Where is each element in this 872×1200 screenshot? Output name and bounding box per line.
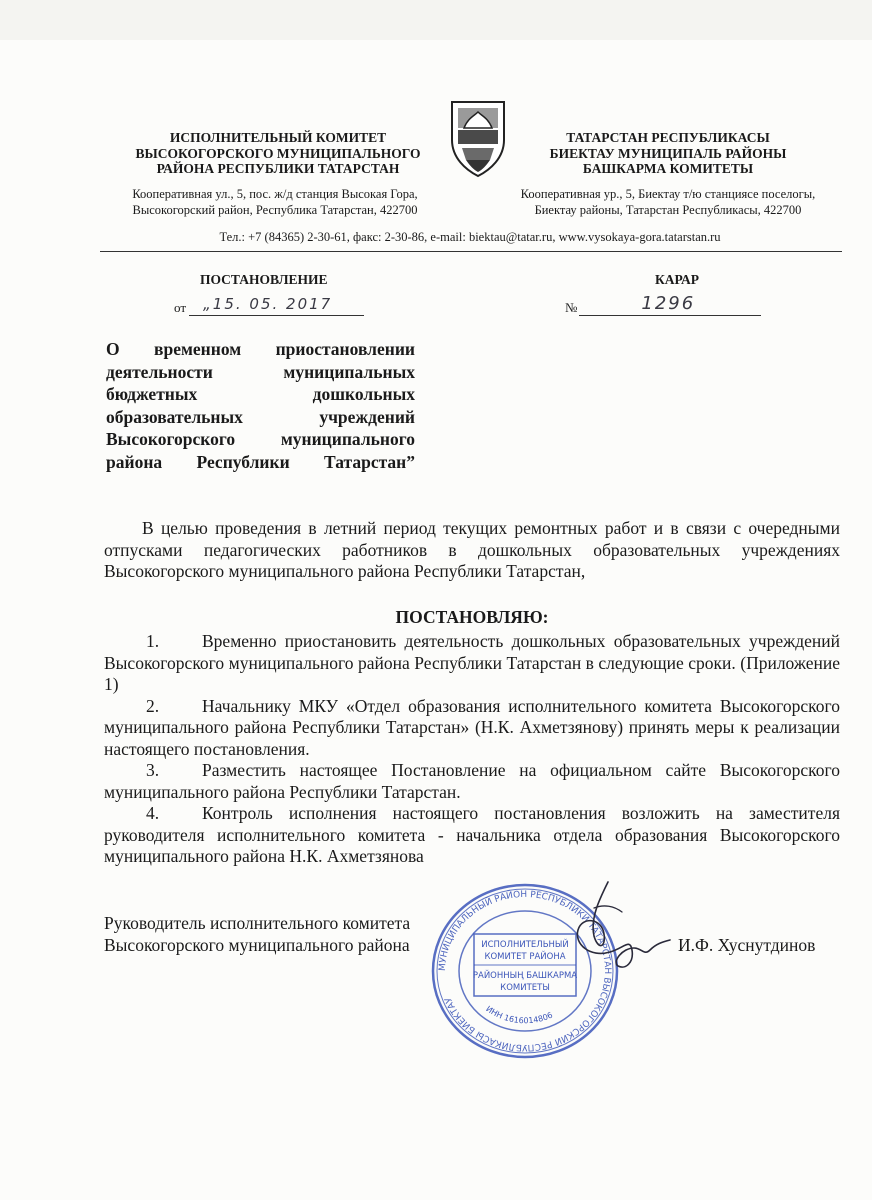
decree-item-3: [104, 760, 840, 803]
header-right-line1: ТАТАРСТАН РЕСПУБЛИКАСЫ: [566, 130, 770, 145]
seal-center-line2: КОМИТЕТ РАЙОНА: [484, 952, 566, 962]
number-field: [565, 293, 761, 316]
date-prefix: от: [174, 300, 187, 315]
decree-item-4: [104, 803, 840, 868]
title-line: деятельности муниципальных: [106, 361, 415, 382]
doc-type-postanovlenie: ПОСТАНОВЛЕНИЕ: [200, 272, 328, 287]
header-left-addr1: Кооперативная ул., 5, пос. ж/д станция Высокая Гора,: [132, 187, 418, 201]
header-right-addr2: Биектау районы, Татарстан Республикасы, 422700: [534, 203, 802, 217]
title-line: района Республики Татарстан”: [106, 451, 415, 472]
signatory-name: И.Ф. Хуснутдинов: [678, 935, 816, 955]
decree-item-2: [104, 696, 840, 761]
header-right-line2: БИЕКТАУ МУНИЦИПАЛЬ РАЙОНЫ: [549, 145, 787, 161]
item-number: 3.: [146, 760, 160, 780]
item-number: 2.: [146, 695, 160, 716]
handwritten-signature: [560, 878, 680, 988]
contacts-line: Тел.: +7 (84365) 2-30-61, факс: 2-30-86, e-mail: biektau@tatar.ru, www.vysokaya-gora.tatarstan.ru: [219, 230, 721, 244]
decree-item-1: [104, 631, 840, 696]
item-text: Разместить настоящее Постановление на официальном сайте Высокогорского муниципального района Республики Татарстан.: [104, 760, 840, 802]
title-line: О временном приостановлении: [106, 339, 415, 359]
item-number: 1.: [146, 631, 160, 651]
header-left-address: [96, 186, 454, 218]
decree-items: [104, 631, 840, 868]
date-field: [174, 295, 364, 316]
title-line: бюджетных дошкольных: [106, 384, 415, 404]
seal-center-line1: ИСПОЛНИТЕЛЬНЫЙ: [481, 940, 569, 950]
svg-text:ИНН 1616014806: [484, 1004, 554, 1025]
item-text: Временно приостановить деятельность дошкольных образовательных учреждений Высокогорского муниципального района Республики Татарстан в следующие сроки. (Приложение 1): [104, 631, 840, 694]
header-left-org: [108, 130, 448, 177]
intro-paragraph: В целью проведения в летний период текущих ремонтных работ и в связи с очередными отпусками педагогических работников в дошкольных образовательных учреждениях Высокогорского муниципального района Республики Татарстан,: [104, 518, 840, 581]
header-right-org: [498, 130, 838, 177]
number-handwritten: 1296: [641, 293, 696, 314]
doc-type-karar: КАРАР: [655, 272, 700, 287]
signatory-line2: Высокогорского муниципального района: [104, 934, 410, 955]
header-left-addr2: Высокогорский район, Республика Татарстан, 422700: [132, 203, 418, 217]
header-right-addr1: Кооперативная ур., 5, Биектау т/ю станциясе поселогы,: [520, 187, 816, 201]
document-title: [106, 338, 415, 473]
header-right-line3: БАШКАРМА КОМИТЕТЫ: [582, 161, 754, 176]
item-text: Начальнику МКУ «Отдел образования исполнительного комитета Высокогорского муниципального района Республики Татарстан» (Н.К. Ахметзянову) принять меры к реализации настоящего постановления.: [104, 695, 840, 759]
decree-heading: ПОСТАНОВЛЯЮ:: [395, 607, 549, 627]
header-divider: [100, 251, 842, 252]
seal-center-line3: РАЙОННЫҢ БАШКАРМА: [472, 971, 578, 981]
header-left-line1: ИСПОЛНИТЕЛЬНЫЙ КОМИТЕТ: [169, 130, 387, 145]
signatory-line1: Руководитель исполнительного комитета: [104, 913, 411, 933]
item-text: Контроль исполнения настоящего постановления возложить на заместителя руководителя исполнительного комитета - начальника отдела образования Высокогорского муниципального района Н.К. Ахметзянова: [104, 803, 840, 866]
item-number: 4.: [146, 803, 160, 823]
seal-bottom-text: ИНН 1616014806: [484, 1004, 555, 1026]
signatory-title: [104, 913, 410, 956]
number-blank: [579, 293, 761, 316]
header-left-line2: ВЫСОКОГОРСКОГО МУНИЦИПАЛЬНОГО: [135, 145, 421, 161]
date-blank: [189, 295, 364, 316]
date-handwritten: „15. 05. 2017: [203, 295, 333, 313]
title-line: Высокогорского муниципального: [106, 429, 415, 449]
header-left-line3: РАЙОНА РЕСПУБЛИКИ ТАТАРСТАН: [156, 161, 400, 176]
scan-edge: [0, 0, 872, 40]
seal-center-line4: КОМИТЕТЫ: [500, 983, 550, 993]
number-prefix: №: [565, 300, 578, 315]
header-right-address: [488, 186, 848, 218]
title-line: образовательных учреждений: [106, 406, 415, 427]
seal-outer-text: МУНИЦИПАЛЬНЫЙ РАЙОН РЕСПУБЛИКИ ТАТАРСТАН ВЫСОКОГОРСКИЙ РЕСПУБЛИКАСЫ БИЕКТАУ: [437, 889, 613, 1053]
